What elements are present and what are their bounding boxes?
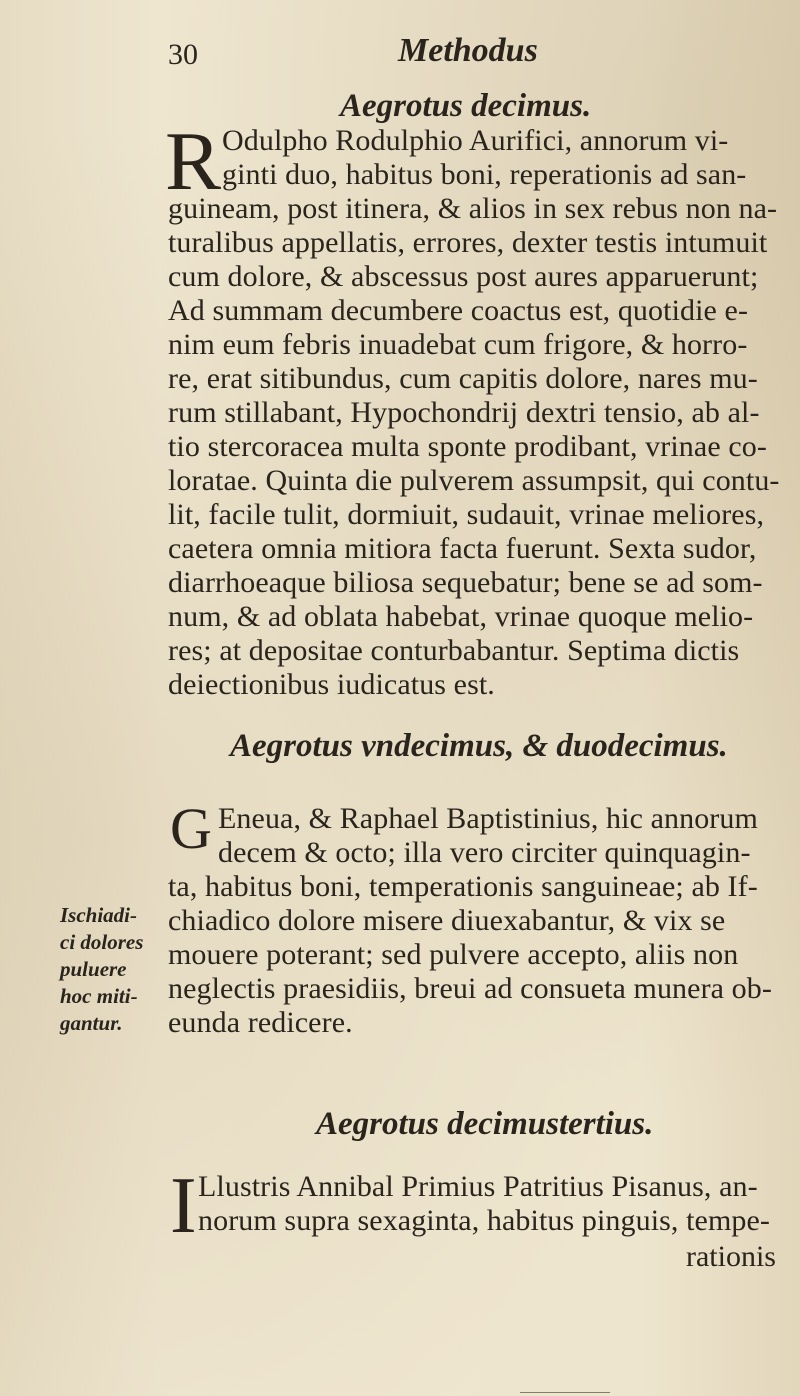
text-line: Llustris Annibal Primius Patritius Pisanus, an- (198, 1170, 758, 1203)
text-line: loratae. Quinta die pulverem assumpsit, qui contu- (168, 464, 780, 497)
text-line: Ad summam decumbere coactus est, quotidie e- (168, 294, 749, 327)
section-title-decimus: Aegrotus decimus. (340, 88, 592, 124)
text-line: neglectis praesidiis, breui ad consueta munera ob- (168, 972, 772, 1005)
drop-cap-i: I (170, 1162, 197, 1250)
marginal-note (60, 902, 143, 1037)
text-line: caetera omnia mitiora facta fuerunt. Sexta sudor, (168, 532, 757, 565)
marginal-line: hoc miti- (60, 984, 138, 1008)
text-line: lit, facile tulit, dormiuit, sudauit, vrinae meliores, (168, 498, 765, 531)
text-line: eunda redicere. (168, 1006, 353, 1039)
marginal-line: Ischiadi- (60, 903, 138, 927)
section-title-vndecimus: Aegrotus vndecimus, & duodecimus. (230, 728, 728, 764)
marginal-line: ci dolores (60, 930, 144, 954)
text-line: turalibus appellatis, errores, dexter testis intumuit (168, 226, 768, 259)
text-line: re, erat sitibundus, cum capitis dolore, nares mu- (168, 362, 758, 395)
text-line: nim eum febris inuadebat cum frigore, & horro- (168, 328, 748, 361)
catchword: rationis (686, 1240, 776, 1273)
text-line: ginti duo, habitus boni, reperationis ad san- (222, 158, 747, 191)
text-line: num, & ad oblata habebat, vrinae quoque melio- (168, 600, 754, 633)
page-number: 30 (168, 38, 198, 71)
drop-cap-r: R (165, 115, 222, 208)
drop-cap-g: G (170, 796, 212, 861)
section-title-decimustertius: Aegrotus decimustertius. (316, 1106, 654, 1142)
text-line: tio stercoracea multa sponte prodibant, vrinae co- (168, 430, 767, 463)
page-rule (520, 1392, 610, 1393)
text-line: deiectionibus iudicatus est. (168, 668, 495, 701)
text-line: decem & octo; illa vero circiter quinquagin- (218, 836, 751, 869)
text-line: chiadico dolore misere diuexabantur, & vix se (168, 904, 726, 937)
running-head: Methodus (398, 32, 538, 69)
text-line: res; at depositae conturbabantur. Septima dictis (168, 634, 740, 667)
text-line: Odulpho Rodulphio Aurifici, annorum vi- (222, 124, 729, 157)
text-line: norum supra sexaginta, habitus pinguis, tempe- (198, 1204, 770, 1237)
text-line: guineam, post itinera, & alios in sex rebus non na- (168, 192, 778, 225)
text-line: diarrhoeaque biliosa sequebatur; bene se ad som- (168, 566, 763, 599)
marginal-line: puluere (60, 957, 127, 981)
text-line: rum stillabant, Hypochondrij dextri tensio, ab al- (168, 396, 760, 429)
text-line: mouere poterant; sed pulvere accepto, aliis non (168, 938, 739, 971)
text-line: Eneua, & Raphael Baptistinius, hic annorum (218, 802, 758, 835)
marginal-line: gantur. (60, 1011, 123, 1035)
text-line: cum dolore, & abscessus post aures apparuerunt; (168, 260, 759, 293)
text-line: ta, habitus boni, temperationis sanguineae; ab If- (168, 870, 758, 903)
